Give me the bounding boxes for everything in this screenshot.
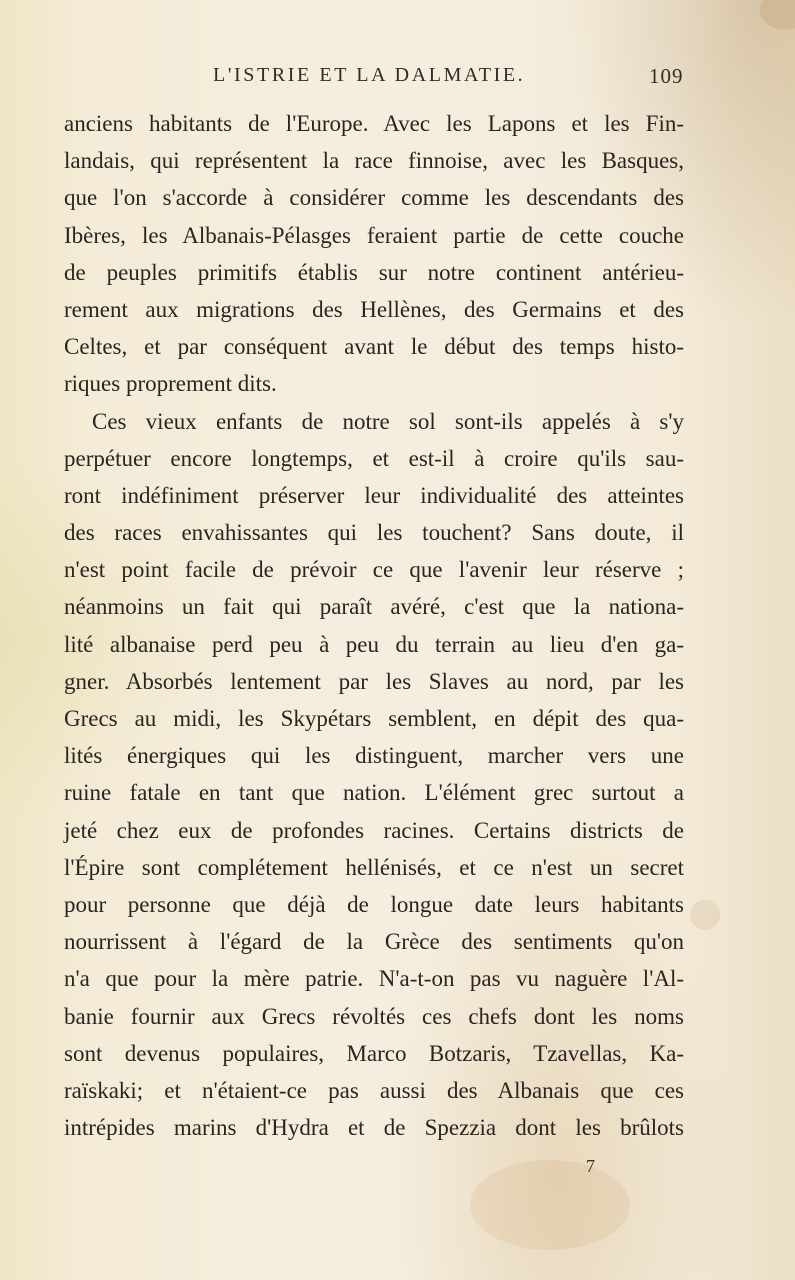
text-line: gner. Absorbés lentement par les Slaves au nord, par les xyxy=(64,668,684,694)
page-number: 109 xyxy=(649,64,684,88)
text-line: banie fournir aux Grecs révoltés ces chefs dont les noms xyxy=(64,1003,684,1029)
body-text xyxy=(64,105,684,1146)
running-title: L'ISTRIE ET LA DALMATIE. xyxy=(213,64,526,86)
text-line: nourrissent à l'égard de la Grèce des sentiments qu'on xyxy=(64,929,684,955)
text-line: anciens habitants de l'Europe. Avec les Lapons et les Fin- xyxy=(64,111,684,136)
text-line: landais, qui représentent la race finnoise, avec les Basques, xyxy=(64,148,684,174)
text-line: perpétuer encore longtemps, et est-il à croire qu'ils sau- xyxy=(64,445,684,471)
text-line: des races envahissantes qui les touchent? Sans doute, il xyxy=(64,520,684,546)
signature-mark: 7 xyxy=(586,1156,595,1176)
text-line: l'Épire sont complétement hellénisés, et ce n'est un secret xyxy=(64,854,684,880)
text-line: n'a que pour la mère patrie. N'a-t-on pas vu naguère l'Al- xyxy=(64,966,684,992)
paper-stain xyxy=(470,1160,630,1250)
text-line: ront indéfiniment préserver leur individualité des atteintes xyxy=(64,482,684,508)
text-line: rement aux migrations des Hellènes, des Germains et des xyxy=(64,296,684,322)
text-line: n'est point facile de prévoir ce que l'avenir leur réserve ; xyxy=(64,557,684,583)
text-line: Celtes, et par conséquent avant le début des temps histo- xyxy=(64,334,684,360)
text-line: jeté chez eux de profondes racines. Certains districts de xyxy=(64,817,684,843)
text-line: lité albanaise perd peu à peu du terrain au lieu d'en ga- xyxy=(64,631,684,657)
text-line: intrépides marins d'Hydra et de Spezzia dont les brûlots xyxy=(64,1115,684,1141)
paper-stain xyxy=(760,0,795,30)
text-line: de peuples primitifs établis sur notre continent antérieu- xyxy=(64,259,684,285)
text-line: Ces vieux enfants de notre sol sont-ils appelés à s'y xyxy=(92,408,684,434)
text-line: riques proprement dits. xyxy=(64,371,277,397)
text-line: Grecs au midi, les Skypétars semblent, en dépit des qua- xyxy=(64,706,684,731)
text-line: pour personne que déjà de longue date leurs habitants xyxy=(64,891,684,917)
text-line: Ibères, les Albanais-Pélasges feraient partie de cette couche xyxy=(64,222,684,248)
page-header xyxy=(0,64,795,88)
text-line: lités énergiques qui les distinguent, marcher vers une xyxy=(64,743,684,769)
text-line: ruine fatale en tant que nation. L'élément grec surtout a xyxy=(64,780,684,806)
text-line: néanmoins un fait qui paraît avéré, c'est que la nationa- xyxy=(64,594,684,620)
text-line: que l'on s'accorde à considérer comme les descendants des xyxy=(64,185,684,211)
text-line: raïskaki; et n'étaient-ce pas aussi des Albanais que ces xyxy=(64,1077,684,1103)
paper-stain xyxy=(690,900,720,930)
text-line: sont devenus populaires, Marco Botzaris, Tzavellas, Ka- xyxy=(64,1040,684,1066)
